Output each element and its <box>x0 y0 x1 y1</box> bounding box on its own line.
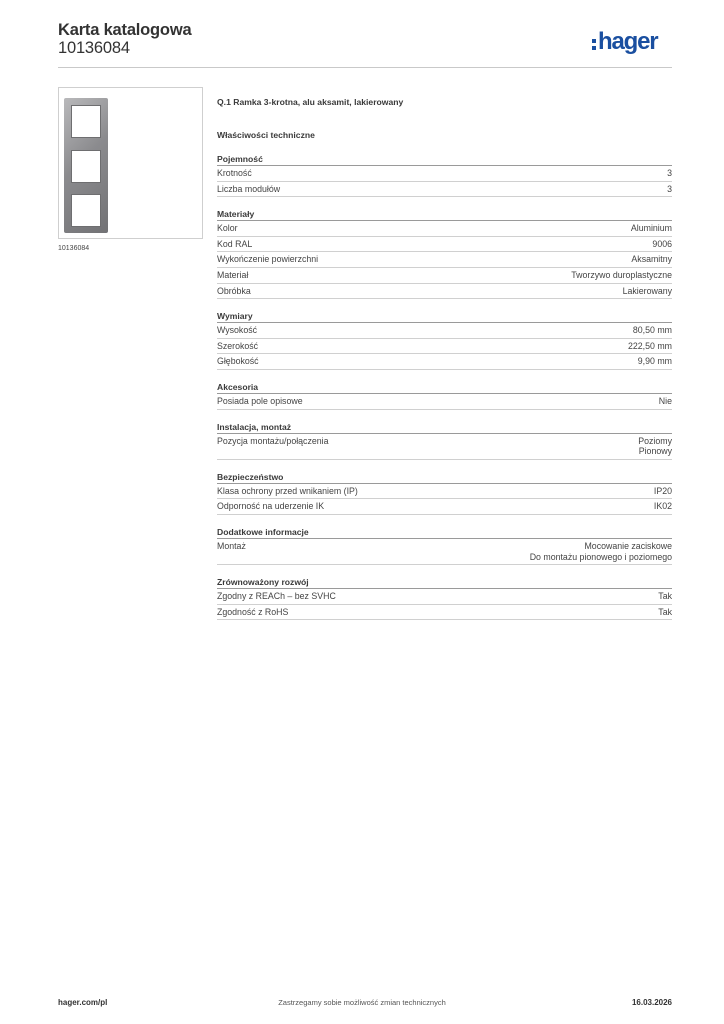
spec-group-title: Bezpieczeństwo <box>217 472 672 484</box>
spec-group-title: Dodatkowe informacje <box>217 527 672 539</box>
spec-group <box>217 209 672 299</box>
spec-value <box>667 168 672 179</box>
spec-group-title: Pojemność <box>217 154 672 166</box>
spec-value <box>638 436 672 457</box>
spec-value <box>623 286 672 297</box>
spec-group <box>217 311 672 370</box>
page-title: Karta katalogowa <box>58 21 192 39</box>
spec-value-line: IP20 <box>653 485 672 496</box>
spec-row <box>217 434 672 460</box>
spec-row <box>217 166 672 182</box>
spec-group <box>217 382 672 410</box>
header-divider <box>58 67 672 68</box>
spec-label: Szerokość <box>217 340 259 351</box>
spec-value-line: 80,50 mm <box>632 325 672 336</box>
spec-label: Pozycja montażu/połączenia <box>217 435 329 446</box>
frame-opening-icon <box>71 150 101 183</box>
spec-label: Klasa ochrony przed wnikaniem (IP) <box>217 485 358 496</box>
frame-opening-icon <box>71 194 101 227</box>
spec-value-line: Mocowanie zaciskowe <box>584 540 672 551</box>
spec-row <box>217 484 672 500</box>
spec-value <box>652 239 672 250</box>
spec-value-line: Aksamitny <box>631 254 672 265</box>
spec-group <box>217 154 672 197</box>
spec-value-line: Tworzywo duroplastyczne <box>571 269 672 280</box>
spec-label: Wysokość <box>217 325 258 336</box>
spec-row <box>217 354 672 370</box>
spec-label: Zgodność z RoHS <box>217 606 289 617</box>
product-name: Q.1 Ramka 3-krotna, alu aksamit, lakierowany <box>217 97 404 107</box>
spec-row <box>217 323 672 339</box>
image-caption: 10136084 <box>58 245 90 252</box>
spec-label: Zgodny z REACh – bez SVHC <box>217 591 336 602</box>
spec-label: Materiał <box>217 269 249 280</box>
spec-row <box>217 605 672 621</box>
spec-value-line: 9,90 mm <box>637 356 672 367</box>
spec-row <box>217 339 672 355</box>
spec-label: Obróbka <box>217 285 251 296</box>
spec-value-line: Do montażu pionowego i poziomego <box>529 551 672 562</box>
spec-row <box>217 252 672 268</box>
spec-label: Kod RAL <box>217 238 253 249</box>
spec-label: Kolor <box>217 223 238 234</box>
spec-group-title: Wymiary <box>217 311 672 323</box>
spec-row <box>217 589 672 605</box>
spec-value-line: Poziomy <box>638 435 672 446</box>
spec-value <box>530 541 672 562</box>
frame-opening-icon <box>71 105 101 138</box>
section-title: Właściwości techniczne <box>217 130 315 140</box>
spec-label: Liczba modułów <box>217 183 281 194</box>
footer-disclaimer: Zastrzegamy sobie możliwość zmian technicznych <box>278 998 446 1007</box>
logo-dots-icon <box>592 39 596 50</box>
footer-website-link[interactable]: hager.com/pl <box>58 998 108 1007</box>
spec-value-line: 222,50 mm <box>627 340 672 351</box>
spec-value-line: Tak <box>658 606 672 617</box>
spec-groups <box>217 154 672 620</box>
spec-value-line: Lakierowany <box>622 285 672 296</box>
spec-row <box>217 394 672 410</box>
spec-label: Odporność na uderzenie IK <box>217 501 325 512</box>
spec-row <box>217 182 672 198</box>
spec-row <box>217 284 672 300</box>
spec-value <box>631 254 672 265</box>
spec-value-line: Tak <box>658 591 672 602</box>
spec-value-line: IK02 <box>653 501 672 512</box>
spec-value-line: Pionowy <box>638 446 672 457</box>
logo-text: hager <box>598 28 658 55</box>
spec-value <box>571 270 672 281</box>
footer-date: 16.03.2026 <box>631 998 672 1007</box>
spec-content <box>217 97 672 632</box>
spec-group <box>217 577 672 620</box>
spec-value-line: 3 <box>667 168 672 178</box>
spec-group-title: Zrównoważony rozwój <box>217 577 672 589</box>
spec-row <box>217 237 672 253</box>
spec-value <box>654 501 672 512</box>
spec-value <box>658 591 672 602</box>
spec-group <box>217 472 672 515</box>
spec-value <box>667 184 672 195</box>
spec-row <box>217 268 672 284</box>
spec-value-line: Nie <box>658 395 672 406</box>
spec-value <box>633 325 672 336</box>
spec-label: Wykończenie powierzchni <box>217 254 319 265</box>
hager-logo[interactable] <box>592 29 657 55</box>
spec-value <box>628 341 672 352</box>
spec-row <box>217 499 672 515</box>
spec-value-line: Aluminium <box>630 223 672 234</box>
spec-label: Posiada pole opisowe <box>217 395 303 406</box>
spec-value <box>638 356 672 367</box>
spec-group <box>217 422 672 460</box>
spec-group <box>217 527 672 565</box>
spec-value-line: 9006 <box>652 238 672 249</box>
spec-row <box>217 539 672 565</box>
product-code: 10136084 <box>58 39 130 57</box>
spec-label: Montaż <box>217 540 246 551</box>
spec-value <box>631 223 672 234</box>
spec-value <box>659 396 672 407</box>
spec-group-title: Materiały <box>217 209 672 221</box>
spec-row <box>217 221 672 237</box>
spec-value-line: 3 <box>667 183 672 194</box>
spec-group-title: Instalacja, montaż <box>217 422 672 434</box>
spec-label: Krotność <box>217 168 252 178</box>
spec-label: Głębokość <box>217 356 259 367</box>
spec-value <box>654 486 672 497</box>
spec-group-title: Akcesoria <box>217 382 672 394</box>
spec-value <box>658 607 672 618</box>
